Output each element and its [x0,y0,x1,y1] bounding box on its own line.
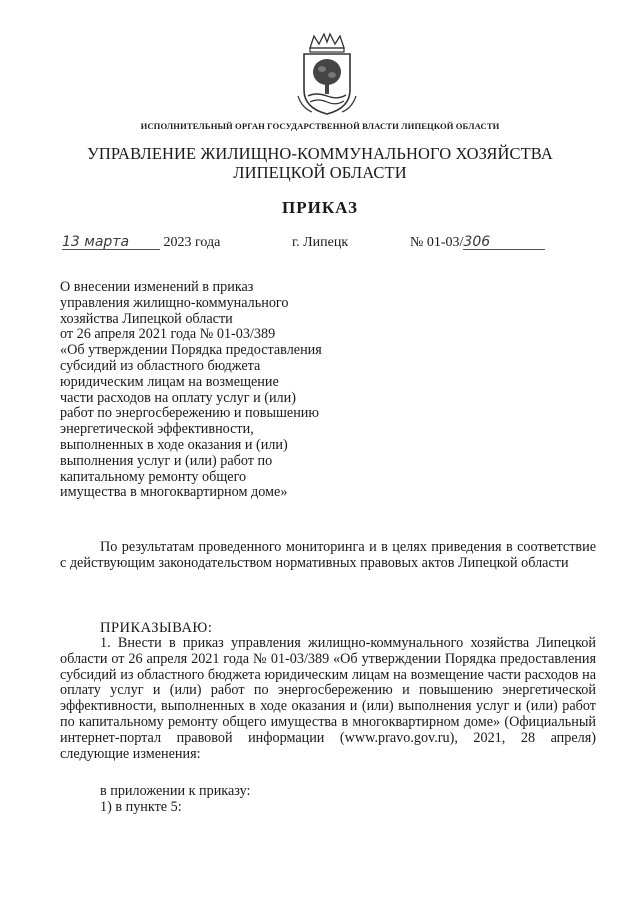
order-city: г. Липецк [292,235,349,250]
department-name [0,144,640,182]
handwritten-number: 306 [463,235,545,250]
order-year: 2023 года [163,235,221,250]
point-5-subheading: 1) в пункте 5: [100,799,182,815]
order-date [62,235,220,251]
department-name-line1: УПРАВЛЕНИЕ ЖИЛИЩНО-КОММУНАЛЬНОГО ХОЗЯЙСТВА [87,144,553,163]
subject-line: выполненных в ходе оказания и (или) [60,436,288,453]
subject-line: от 26 апреля 2021 года № 01-03/389 [60,326,276,343]
order-subject [60,280,360,501]
handwritten-date: 13 марта [62,235,160,250]
annex-subheading: в приложении к приказу: [100,783,251,799]
subject-line: «Об утверждении Порядка предоставления [60,342,322,359]
document-title: ПРИКАЗ [282,198,358,217]
subject-line: капитальному ремонту общего [60,468,247,485]
subject-line: О внесении изменений в приказ [60,279,254,295]
orders-heading: ПРИКАЗЫВАЮ: [100,620,213,636]
subject-line: части расходов на оплату услуг и (или) [60,389,296,406]
subject-line: хозяйства Липецкой области [60,310,233,327]
order-number [410,235,545,251]
order-number-prefix: № 01-03/ [410,235,464,250]
subject-line: управления жилищно-коммунального [60,294,289,311]
subject-line: имущества в многоквартирном доме» [60,484,288,501]
item-1-paragraph: 1. Внести в приказ управления жилищно-коммунального хозяйства Липецкой области от 26 апреля 2021 года № 01-03/389 «Об утверждении Порядка предоставления субсидий из областного бюджета юридическим лицам на возмещение части расходов на оплату услуг и (или) работ по энергосбережению и повышению энергетической эффективности, выполненных в ходе оказания и (или) выполнения услуг и (или) работ по капитальному ремонту общего имущества в многоквартирном доме» (Официальный интернет-портал правовой информации (www.pravo.gov.ru), 2021, 28 апреля) следующие изменения: [60,635,596,762]
issuing-authority: ИСПОЛНИТЕЛЬНЫЙ ОРГАН ГОСУДАРСТВЕННОЙ ВЛАСТИ ЛИПЕЦКОЙ ОБЛАСТИ [140,121,500,131]
subject-line: юридическим лицам на возмещение [60,373,279,390]
department-name-line2: ЛИПЕЦКОЙ ОБЛАСТИ [233,163,407,182]
subject-line: субсидий из областного бюджета [60,357,261,374]
subject-line: работ по энергосбережению и повышению [60,405,319,422]
preamble-paragraph: По результатам проведенного мониторинга и в целях приведения в соответствие с действующим законодательством нормативных правовых актов Липецкой области [60,539,596,571]
subject-line: энергетической эффективности, [60,421,254,438]
subject-line: выполнения услуг и (или) работ по [60,452,273,469]
coat-of-arms-icon [296,32,358,116]
